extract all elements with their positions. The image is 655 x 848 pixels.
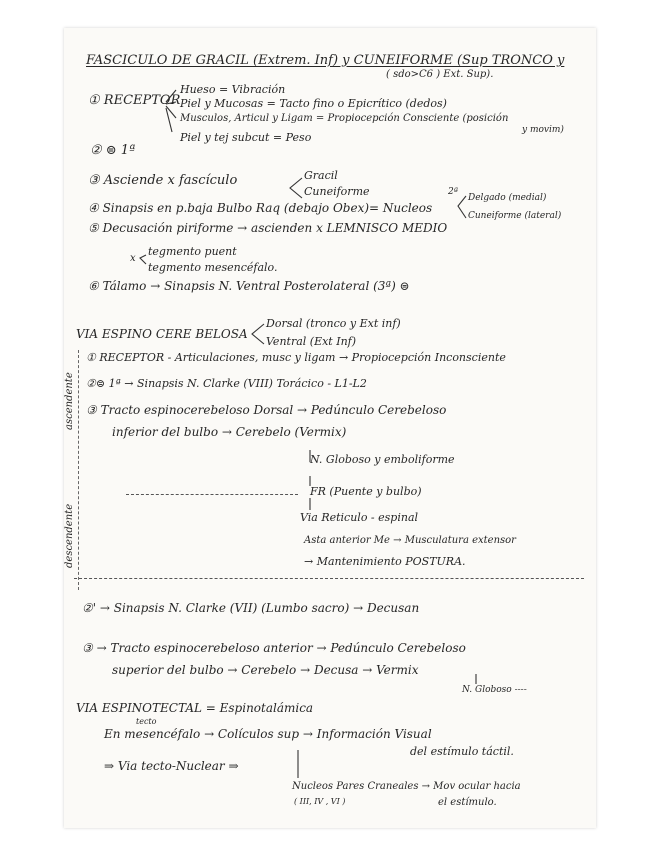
flow-fr: FR (Puente y bulbo)	[310, 485, 422, 498]
step-5-tegmento-puent: tegmento puent	[148, 245, 237, 258]
step-3: ③ Asciende x fascículo	[88, 173, 238, 188]
espinotectal-line-1: En mesencéfalo → Colículos sup → Información Visual	[104, 727, 432, 741]
ec-neuron: ②⊜ 1ª → Sinapsis N. Clarke (VIII) Torácico - L1-L2	[86, 377, 367, 390]
dashed-divider-long	[74, 578, 584, 579]
side-label-ascendente: ascendente	[64, 372, 75, 430]
receptor-line-4: Piel y tej subcut = Peso	[180, 131, 312, 144]
side-label-descendente: descendente	[64, 503, 75, 568]
ev-tracto-anterior: ③ → Tracto espinocerebeloso anterior → Pedúnculo Cerebeloso	[82, 641, 466, 655]
step-6: ⑥ Tálamo → Sinapsis N. Ventral Posterolateral (3ª) ⊜	[88, 279, 410, 293]
dashed-divider-short	[126, 494, 298, 495]
receptor-label: ① RECEPTOR	[88, 93, 181, 108]
side-bracket	[78, 350, 79, 590]
espinotectal-line-3b: el estímulo.	[438, 797, 497, 808]
ec-tracto-dorsal-cont: inferior del bulbo → Cerebelo (Vermix)	[112, 425, 347, 439]
espinocerebelosa-ventral: Ventral (Ext Inf)	[266, 335, 357, 348]
flow-postura: → Mantenimiento POSTURA.	[304, 555, 466, 568]
receptor-line-2: Piel y Mucosas = Tacto fino o Epicrítico (dedos)	[180, 97, 447, 110]
ec-tracto-dorsal: ③ Tracto espinocerebeloso Dorsal → Pedúnculo Cerebeloso	[86, 403, 447, 417]
step-4-delgado: Delgado (medial)	[468, 193, 547, 203]
receptor-line-3: Musculos, Articul y Ligam = Propiocepción Consciente (posición	[180, 113, 509, 124]
espinotectal-line-3: Nucleos Pares Craneales → Mov ocular hacia	[292, 781, 521, 792]
espinotectal-line-1b: del estímulo táctil.	[410, 745, 514, 758]
espinotectal-line-2: ⇒ Via tecto-Nuclear ⇒	[104, 759, 239, 773]
flow-asta: Asta anterior Me → Musculatura extensor	[304, 535, 516, 546]
step-5-x: x	[130, 253, 136, 264]
step-4: ④ Sinapsis en p.baja Bulbo Raq (debajo Obex)= Nucleos	[88, 201, 433, 215]
step-4-badge: 2ª	[448, 187, 459, 197]
flow-reticulo: Via Reticulo - espinal	[300, 511, 419, 524]
espinotectal-tecto: tecto	[136, 717, 157, 726]
step-5: ⑤ Decusación piriforme → ascienden x LEMNISCO MEDIO	[88, 221, 448, 235]
ev-tracto-anterior-cont: superior del bulbo → Cerebelo → Decusa → Vermix	[112, 663, 419, 677]
receptor-line-3b: y movim)	[522, 125, 564, 135]
ev-sinapsis: ②' → Sinapsis N. Clarke (VII) (Lumbo sacro) → Decusan	[82, 601, 420, 615]
espinocerebelosa-title: VIA ESPINO CERE BELOSA	[76, 327, 248, 341]
ev-globoso: N. Globoso ----	[462, 685, 527, 695]
step-3-cuneiforme: Cuneiforme	[304, 185, 370, 198]
receptor-line-1: Hueso = Vibración	[180, 83, 286, 96]
neuron-label: ② ⊜ 1ª	[90, 143, 136, 158]
notebook-page	[64, 28, 596, 828]
step-3-gracil: Gracil	[304, 169, 338, 182]
espinocerebelosa-dorsal: Dorsal (tronco y Ext inf)	[266, 317, 401, 330]
espinotectal-pares: ( III, IV , VI )	[294, 797, 346, 806]
step-4-cuneiforme: Cuneiforme (lateral)	[468, 211, 562, 221]
title-line: FASCICULO DE GRACIL (Extrem. Inf) y CUNEIFORME (Sup TRONCO y	[86, 53, 565, 68]
ec-receptor: ① RECEPTOR - Articulaciones, musc y ligam → Propiocepción Inconsciente	[86, 351, 506, 364]
title-subline: ( sdo>C6 ) Ext. Sup).	[386, 69, 494, 80]
step-5-tegmento-mesencefalo: tegmento mesencéfalo.	[148, 261, 278, 274]
flow-globoso: N. Globoso y emboliforme	[310, 453, 455, 466]
espinotectal-title: VIA ESPINOTECTAL = Espinotalámica	[76, 701, 314, 715]
